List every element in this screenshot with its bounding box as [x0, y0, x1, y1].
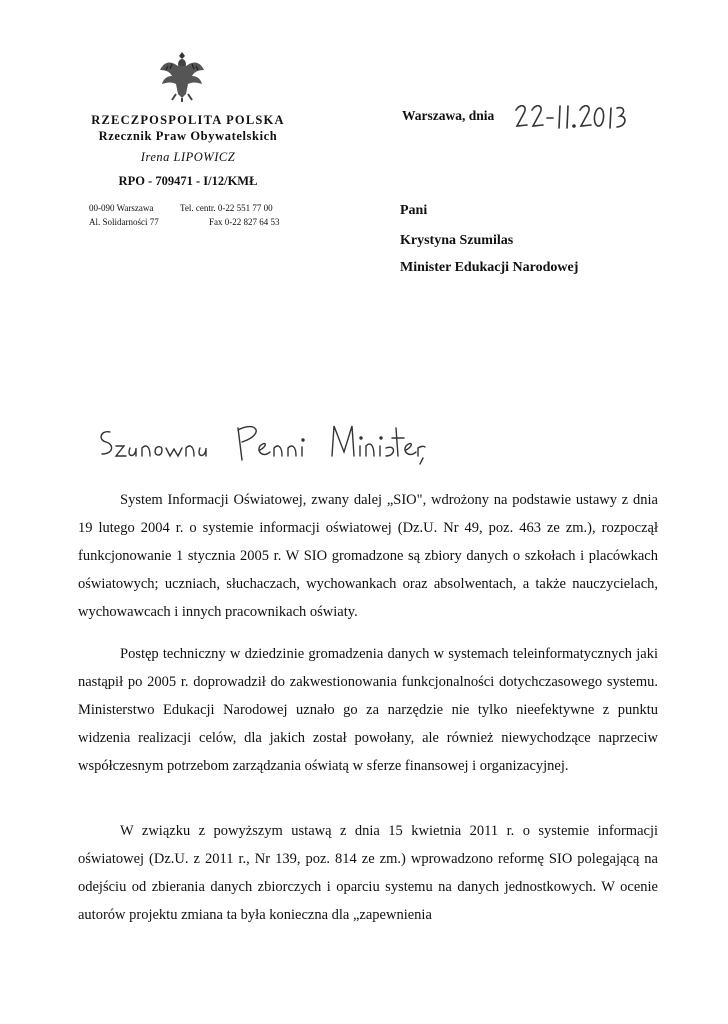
- handwritten-date: [514, 100, 634, 134]
- address-city: 00-090 Warszawa: [89, 203, 154, 213]
- eagle-emblem-icon: [158, 48, 206, 102]
- recipient-name: Krystyna Szumilas: [400, 233, 514, 248]
- paragraph-text: Postęp techniczny w dziedzinie gromadzenia danych w systemach teleinformatycznych jaki nastąpił po 2005 r. doprowadził do zakwestionowania funkcjonalności dotychczasowego systemu. Ministerstwo Edukacji Narodowej uznało go za narzędzie nie tylko nieefektywne z punktu widzenia realizacji celów, dla jakich został powołany, ale również niewychodzące naprzeciw współczesnym potrzebom zarządzania oświatą w sferze finansowej i organizacyjnej.: [78, 646, 658, 774]
- address-street: Al. Solidarności 77: [89, 217, 159, 227]
- paragraph-text: System Informacji Oświatowej, zwany dalej „SIO", wdrożony na podstawie ustawy z dnia 19 lutego 2004 r. o systemie informacji oświatowej (Dz.U. Nr 49, poz. 463 ze zm.), rozpoczął funkcjonowanie 1 stycznia 2005 r. W SIO gromadzone są zbiory danych o szkołach i placówkach oświatowych; uczniach, słuchaczach, wychowankach oraz absolwentach, a także nauczycielach, wychowawcach i innych pracownikach oświaty.: [78, 492, 658, 620]
- reference-number: RPO - 709471 - I/12/KMŁ: [118, 174, 258, 188]
- place-label: Warszawa, dnia: [402, 108, 495, 123]
- recipient-position: Minister Edukacji Narodowej: [400, 260, 579, 275]
- sender-name: Irena LIPOWICZ: [140, 150, 236, 164]
- org-name: RZECZPOSPOLITA POLSKA: [91, 113, 285, 127]
- phone-number: Tel. centr. 0-22 551 77 00: [180, 203, 273, 213]
- fax-number: Fax 0-22 827 64 53: [209, 217, 280, 227]
- recipient-title: Pani: [400, 203, 428, 218]
- body-paragraph-1: [78, 486, 658, 626]
- body-paragraph-2: [78, 640, 658, 780]
- paragraph-text: W związku z powyższym ustawą z dnia 15 kwietnia 2011 r. o systemie informacji oświatowej (Dz.U. z 2011 r., Nr 139, poz. 814 ze zm.) wprowadzono reformę SIO polegającą na odejściu od zbierania danych zbiorczych i oparciu systemu na danych jednostkowych. W ocenie autorów projektu zmiana ta była konieczna dla „zapewnienia: [78, 823, 658, 923]
- office-name: Rzecznik Praw Obywatelskich: [98, 129, 278, 143]
- body-paragraph-3: [78, 817, 658, 929]
- handwritten-salutation: [96, 416, 426, 468]
